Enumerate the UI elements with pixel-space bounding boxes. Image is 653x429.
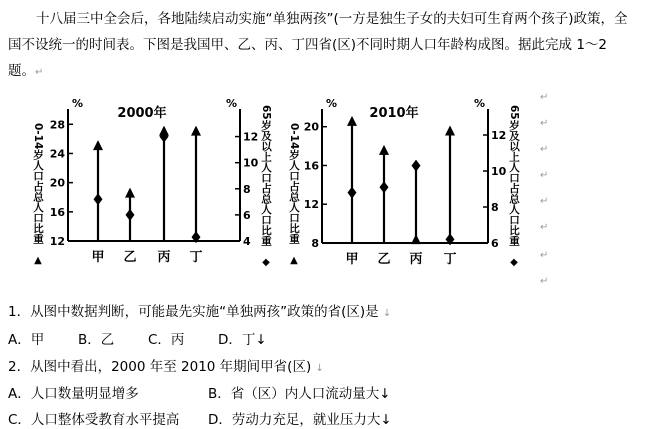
diamond-point	[126, 209, 135, 221]
right-tick-label: 6	[491, 237, 499, 250]
category-label: 乙	[377, 252, 391, 267]
diamond-point	[348, 187, 357, 199]
diamond-point	[412, 160, 421, 172]
left-tick-label: 16	[303, 159, 319, 173]
right-tick-label: 4	[243, 235, 251, 248]
right-axis-unit: %	[226, 97, 238, 110]
left-axis-unit: %	[326, 97, 338, 110]
left-tick-label: 28	[49, 118, 65, 132]
right-axis-marker: ◆	[262, 257, 270, 268]
q1-option-d[interactable]: D．丁↓	[218, 332, 267, 348]
chart-title: 2000年	[117, 106, 167, 121]
q2-option-a[interactable]: A．人口数量明显增多	[8, 386, 139, 402]
return-mark: ↵	[540, 144, 549, 155]
question-1-stem: 1．从图中数据判断，可能最先实施“单独两孩”政策的省(区)是	[8, 304, 379, 320]
q1-option-a[interactable]: A．甲	[8, 332, 45, 348]
triangle-point	[445, 126, 455, 136]
category-label: 甲	[91, 250, 105, 265]
intro-paragraph	[8, 6, 628, 86]
right-tick-label: 8	[243, 182, 251, 196]
right-tick-label: 12	[243, 130, 259, 144]
chart-title: 2010年	[369, 106, 419, 121]
return-mark: ↓	[382, 308, 392, 319]
left-axis-marker: ▲	[290, 255, 298, 266]
category-label: 丙	[157, 250, 171, 265]
question-2-stem: 2．从图中看出，2000 年至 2010 年期间甲省(区)	[8, 359, 312, 375]
return-mark: ↵	[540, 250, 549, 261]
left-tick-label: 20	[303, 120, 319, 134]
right-tick-label: 6	[243, 208, 251, 222]
q1-option-c[interactable]: C．丙	[148, 332, 185, 348]
category-label: 丙	[409, 252, 423, 267]
right-tick-label: 12	[491, 129, 507, 142]
left-tick-label: 16	[49, 205, 65, 219]
return-mark: ↵	[540, 276, 549, 287]
diamond-point	[380, 181, 389, 193]
q2-option-b[interactable]: B．省（区）内人口流动量大↓	[208, 386, 391, 402]
right-axis-unit: %	[474, 97, 486, 110]
category-label: 甲	[345, 252, 359, 267]
q2-option-c[interactable]: C．人口整体受教育水平提高	[8, 412, 180, 428]
return-mark: ↵	[540, 196, 549, 207]
chart-2010	[284, 95, 524, 273]
category-label: 丁	[443, 252, 457, 267]
return-mark: ↵	[540, 92, 549, 103]
right-axis-label: 65岁及以上人口占总人口比重	[260, 105, 272, 246]
triangle-point	[411, 234, 421, 244]
triangle-point	[191, 126, 201, 136]
left-axis-label: 0-14岁人口占总人口比重	[32, 123, 44, 244]
intro-text: 十八届三中全会后，各地陆续启动实施“单独两孩”(一方是独生子女的夫妇可生育两个孩子)政策，全国不设统一的时间表。下图是我国甲、乙、丙、丁四省(区)不同时期人口年龄构成图。据此完成 1～2 题。	[8, 11, 628, 79]
diamond-point	[94, 193, 103, 205]
triangle-point	[347, 116, 357, 126]
category-label: 乙	[123, 250, 137, 265]
left-tick-label: 24	[49, 147, 65, 161]
q1-option-b[interactable]: B．乙	[78, 332, 115, 348]
right-axis-marker: ◆	[510, 257, 518, 268]
triangle-point	[125, 188, 135, 198]
category-label: 丁	[189, 250, 203, 265]
left-axis-unit: %	[72, 97, 84, 110]
left-tick-label: 20	[49, 176, 65, 190]
return-mark: ↵	[540, 118, 549, 129]
return-mark: ↵	[540, 170, 549, 181]
return-mark: ↓	[315, 363, 324, 374]
left-tick-label: 12	[49, 235, 65, 248]
right-axis-label: 65岁及以上人口占总人口比重	[508, 105, 520, 246]
triangle-point	[379, 145, 389, 155]
question-1	[8, 300, 391, 320]
left-axis-label: 0-14岁人口占总人口比重	[288, 123, 300, 244]
right-tick-label: 8	[491, 201, 499, 214]
left-tick-label: 8	[311, 237, 319, 250]
q2-option-d[interactable]: D．劳动力充足，就业压力大↓	[208, 412, 392, 428]
left-tick-label: 12	[303, 198, 319, 212]
triangle-point	[93, 140, 103, 150]
left-axis-marker: ▲	[34, 255, 42, 266]
right-tick-label: 10	[491, 165, 507, 178]
return-mark: ↵	[35, 67, 44, 78]
return-mark: ↵	[540, 222, 549, 233]
question-2	[8, 355, 324, 375]
chart-2000	[28, 95, 278, 273]
right-tick-label: 10	[243, 156, 259, 170]
